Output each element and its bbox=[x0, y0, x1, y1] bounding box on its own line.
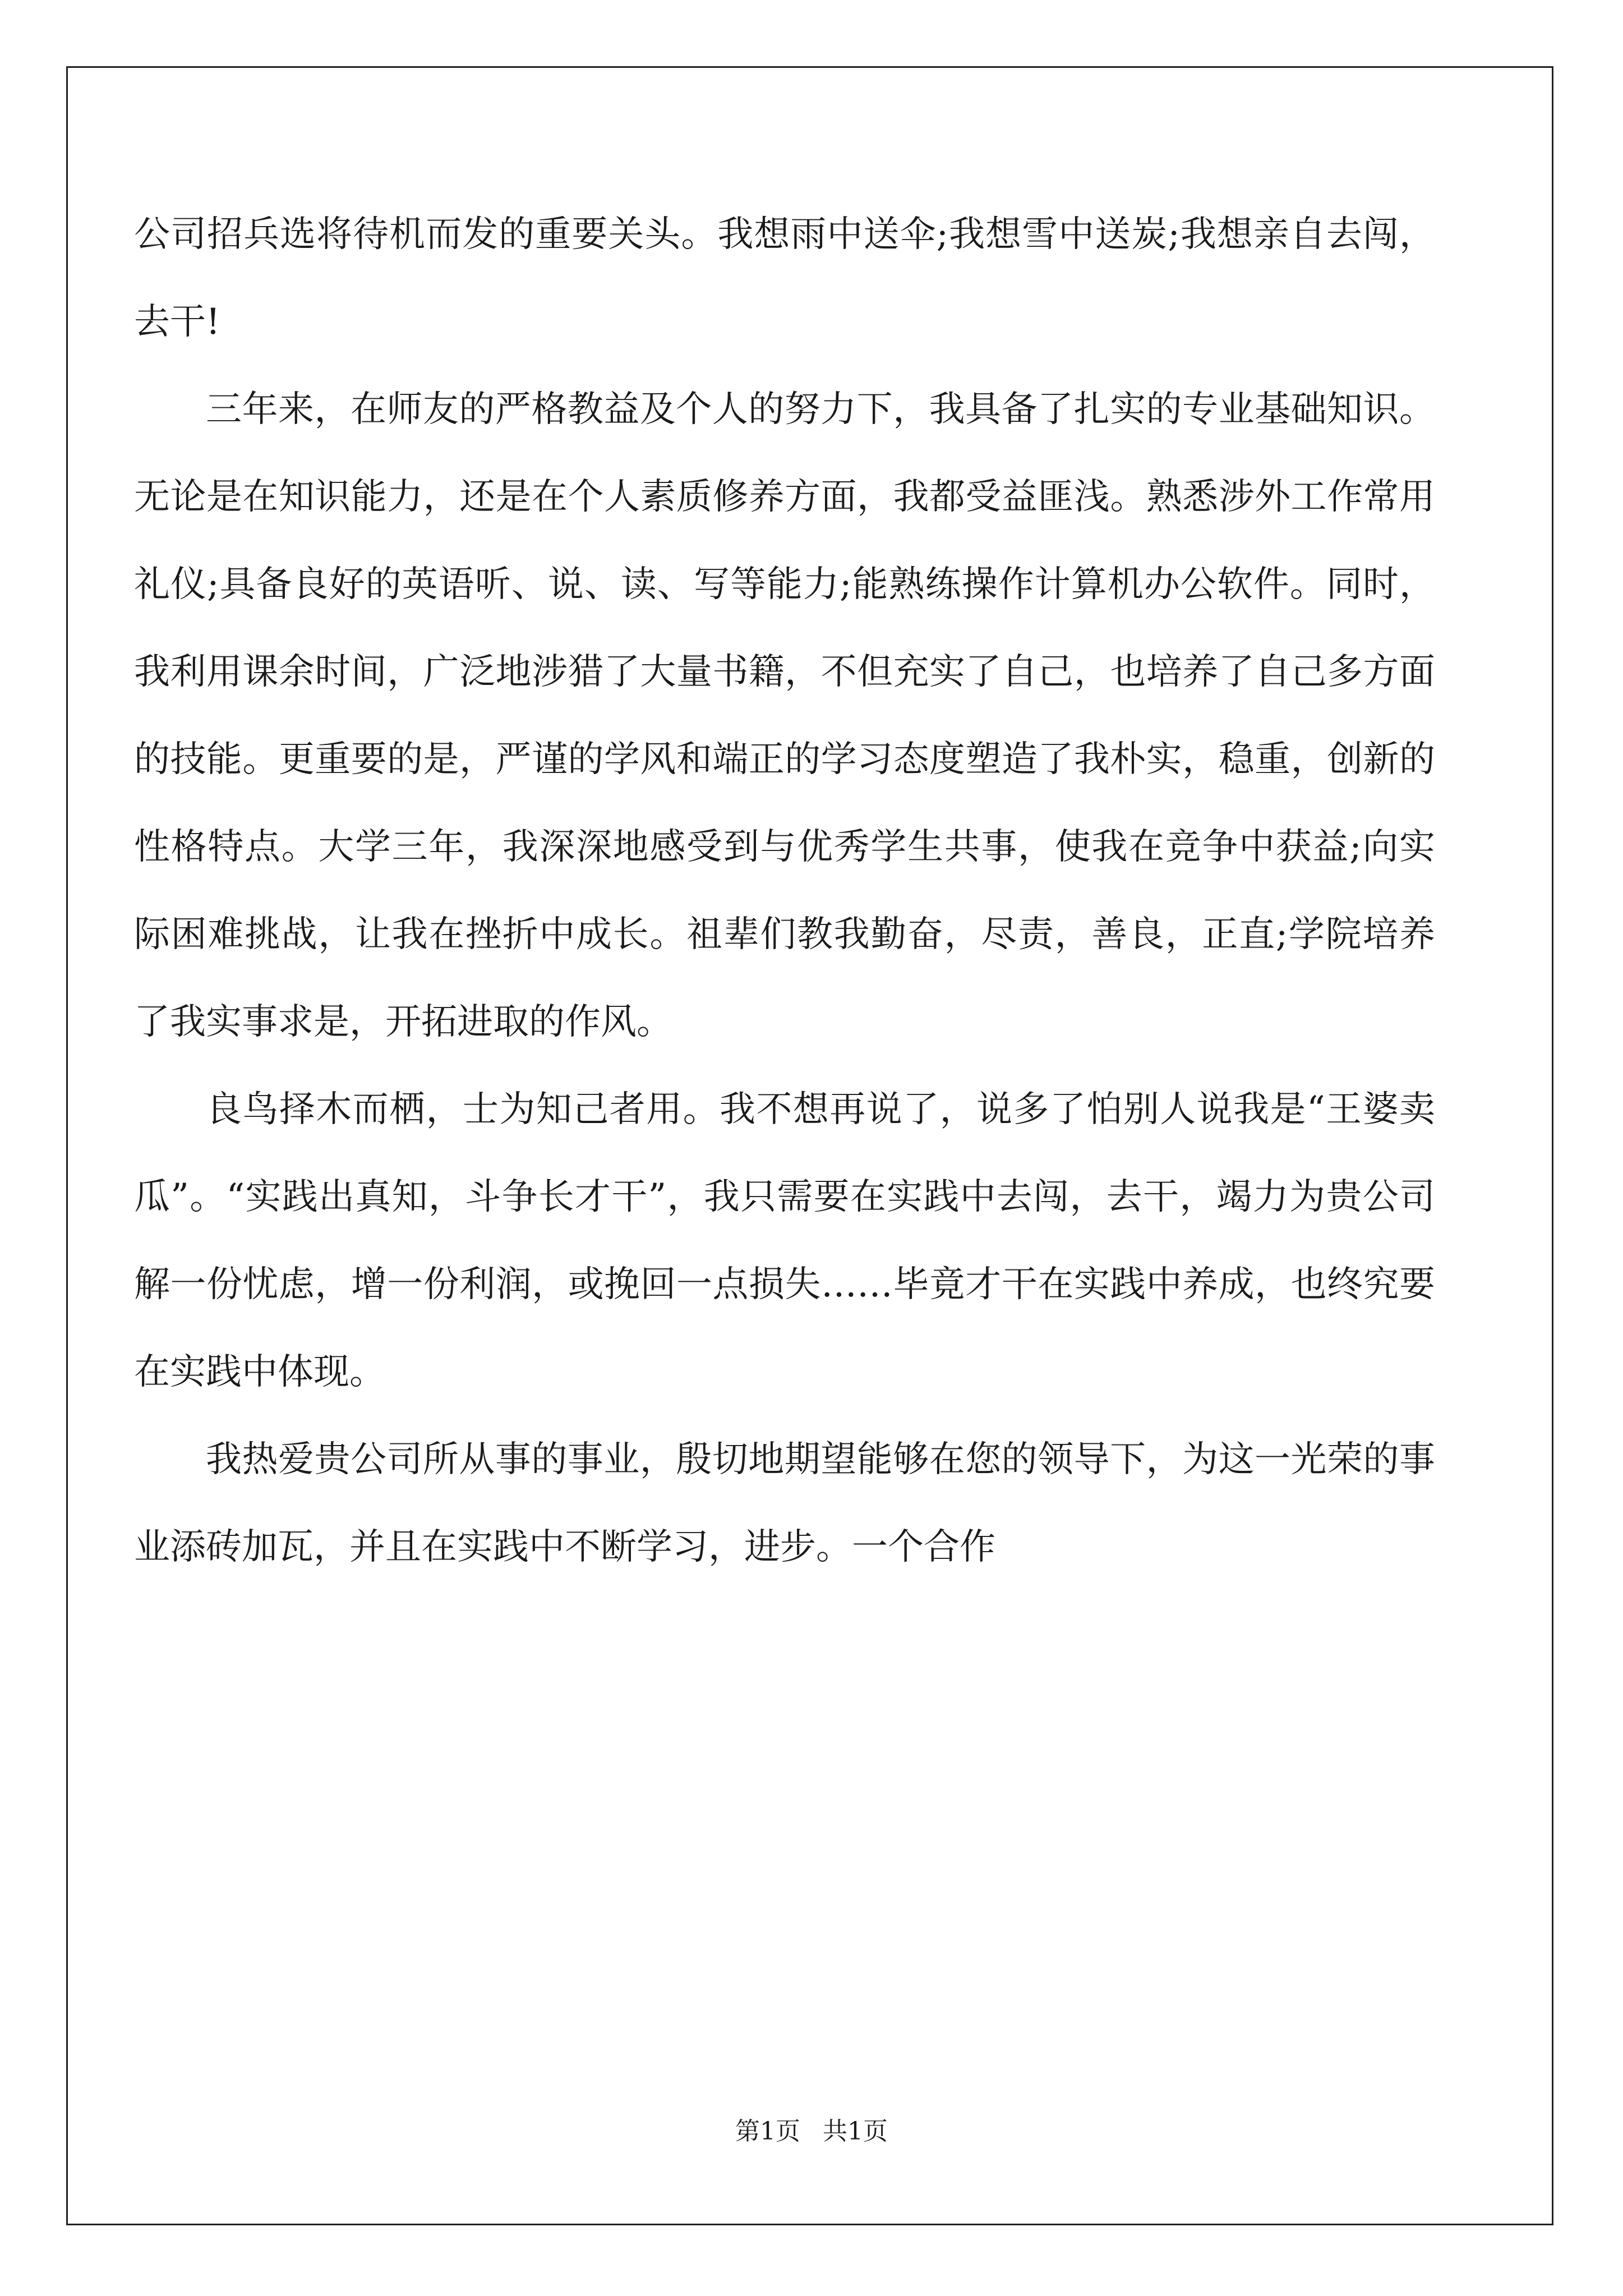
paragraph-2: 三年来，在师友的严格教益及个人的努力下，我具备了扎实的专业基础知识。无论是在知识能力，还是在个人素质修养方面，我都受益匪浅。熟悉涉外工作常用礼仪;具备良好的英语听、说、读、写等能力;能熟练操作计算机办公软件。同时，我利用课余时间，广泛地涉猎了大量书籍，不但充实了自己，也培养了自己多方面的技能。更重要的是，严谨的学风和端正的学习态度塑造了我朴实，稳重，创新的性格特点。大学三年，我深深地感受到与优秀学生共事，使我在竞争中获益;向实际困难挑战，让我在挫折中成长。祖辈们教我勤奋，尽责，善良，正直;学院培养了我实事求是，开拓进取的作风。 bbox=[134, 389, 1435, 1043]
paragraph-3: 良鸟择木而栖，士为知己者用。我不想再说了，说多了怕别人说我是“王婆卖瓜”。“实践出真知，斗争长才干”，我只需要在实践中去闯，去干，竭力为贵公司解一份忧虑，增一份利润，或挽回一点损失……毕竟才干在实践中养成，也终究要在实践中体现。 bbox=[134, 1089, 1435, 1393]
paragraph-4: 我热爱贵公司所从事的事业，殷切地期望能够在您的领导下，为这一光荣的事业添砖加瓦，并且在实践中不断学习，进步。一个合作 bbox=[134, 1439, 1435, 1568]
paragraph-1: 公司招兵选将待机而发的重要关头。我想雨中送伞;我想雪中送炭;我想亲自去闯，去干! bbox=[134, 214, 1435, 343]
document-body bbox=[134, 191, 1435, 1591]
page-total: 共1页 bbox=[823, 2117, 888, 2146]
page-number: 第1页 bbox=[735, 2117, 800, 2146]
page-footer bbox=[0, 2115, 1623, 2148]
